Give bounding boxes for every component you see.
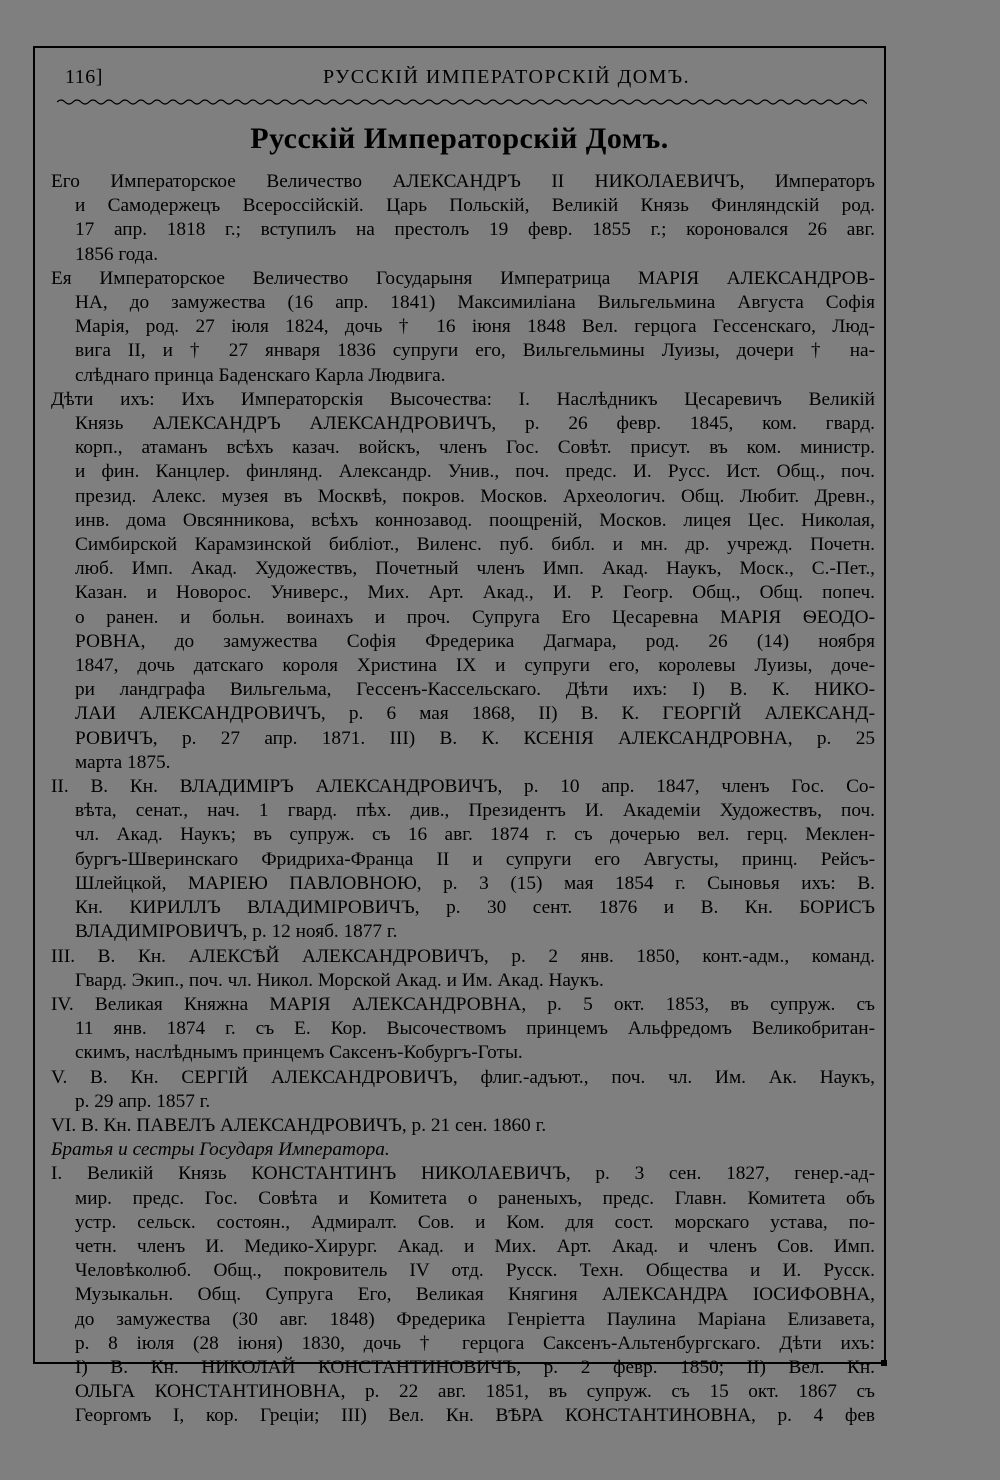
text-line: четн. членъ И. Медико-Хирург. Акад. и Мих. Арт. Акад. и членъ Сов. Имп. [75,1235,875,1257]
page-frame [33,46,886,1427]
text-line: устр. сельск. состоян., Адмиралт. Сов. и Ком. для сост. морскаго устава, по- [75,1211,875,1233]
text-line: бургъ-Шверинскаго Фридриха-Франца II и супруги его Августы, принц. Рейсъ- [75,848,875,870]
text-line: р. 8 іюля (28 іюня) 1830, дочь † герцога Саксенъ-Альтенбургскаго. Дѣти ихъ: [75,1332,875,1354]
text-line: III. В. Кн. АЛЕКСѢЙ АЛЕКСАНДРОВИЧЪ, р. 2 янв. 1850, конт.-адм., команд. [51,945,875,967]
text-line: I) В. Кн. НИКОЛАЙ КОНСТАНТИНОВИЧЪ, р. 2 февр. 1850; II) Вел. Кн. [75,1356,875,1378]
text-line: 17 апр. 1818 г.; вступилъ на престолъ 19 февр. 1855 г.; короновался 26 авг. [75,219,875,241]
text-line: р. 29 апр. 1857 г. [75,1090,211,1112]
text-line: ВЛАДИМІРОВИЧЪ, р. 12 нояб. 1877 г. [75,921,398,943]
text-line: ЛАИ АЛЕКСАНДРОВИЧЪ, р. 6 мая 1868, II) В. К. ГЕОРГІЙ АЛЕКСАНД- [75,703,875,725]
text-line: до замужества (30 авг. 1848) Фредерика Генріетта Паулина Маріана Елизавета, [75,1308,875,1330]
text-line: Кн. КИРИЛЛЪ ВЛАДИМІРОВИЧЪ, р. 30 сент. 1876 и В. Кн. БОРИСЪ [75,897,875,919]
text-line: вига II, и † 27 января 1836 супруги его, Вильгельмины Луизы, дочери † на- [75,340,875,362]
text-line: Князь АЛЕКСАНДРЪ АЛЕКСАНДРОВИЧЪ, р. 26 февр. 1845, ком. гвард. [75,413,875,435]
text-line: Казан. и Новорос. Универс., Мих. Арт. Акад., И. Р. Геогр. Общ., Общ. попеч. [75,582,875,604]
text-line: Гвард. Экип., поч. чл. Никол. Морской Акад. и Им. Акад. Наукъ. [75,969,604,991]
text-line: IV. Великая Княжна МАРІЯ АЛЕКСАНДРОВНА, р. 5 окт. 1853, въ супруж. съ [51,993,875,1015]
text-line: Дѣти ихъ: Ихъ Императорскія Высочества: I. Наслѣдникъ Цесаревичъ Великій [51,388,875,410]
body-text [51,170,875,1429]
text-line: вѣта, сенат., нач. 1 гвард. пѣх. див., Президентъ И. Академіи Художествъ, поч. [75,800,875,822]
text-line: о ранен. и больн. воинахъ и проч. Супруга Его Цесаревна МАРІЯ ѲЕОДО- [75,606,875,628]
text-line: Георгомъ I, кор. Греціи; III) Вел. Кн. ВѢРА КОНСТАНТИНОВНА, р. 4 фев [75,1405,875,1427]
text-line: презид. Алекс. музея въ Москвѣ, покров. Москов. Археологич. Общ. Любит. Древн., [75,485,875,507]
text-line: РОВИЧЪ, р. 27 апр. 1871. III) В. К. КСЕНІЯ АЛЕКСАНДРОВНА, р. 25 [75,727,875,749]
text-line: 11 янв. 1874 г. съ Е. Кор. Высочествомъ принцемъ Альфредомъ Великобритан- [75,1018,875,1040]
text-line: II. В. Кн. ВЛАДИМІРЪ АЛЕКСАНДРОВИЧЪ, р. 10 апр. 1847, членъ Гос. Со- [51,776,875,798]
text-line: мир. предс. Гос. Совѣта и Комитета о раненыхъ, предс. Главн. Комитета объ [75,1187,875,1209]
text-line: ОЛЬГА КОНСТАНТИНОВНА, р. 22 авг. 1851, въ супруж. съ 15 окт. 1867 съ [75,1381,875,1403]
text-line: Братья и сестры Государя Императора. [51,1139,390,1161]
text-line: слѣднаго принца Баденскаго Карла Людвига. [75,364,446,386]
text-line: Музыкальн. Общ. Супруга Его, Великая Княгиня АЛЕКСАНДРА ІОСИФОВНА, [75,1284,875,1306]
running-title: РУССКІЙ ИМПЕРАТОРСКІЙ ДОМЪ. [323,66,691,88]
text-line: 1856 года. [75,243,159,265]
text-line: корп., атаманъ всѣхъ казач. войскъ, членъ Гос. Совѣт. присут. въ ком. министр. [75,437,875,459]
text-line: V. В. Кн. СЕРГІЙ АЛЕКСАНДРОВИЧЪ, флиг.-адъют., поч. чл. Им. Ак. Наукъ, [51,1066,875,1088]
text-line: люб. Имп. Акад. Художествъ, Почетный членъ Имп. Акад. Наукъ, Моск., С.-Пет., [75,558,875,580]
text-line: Человѣколюб. Общ., покровитель IV отд. Русск. Техн. Общества и И. Русск. [75,1260,875,1282]
text-line: 1847, дочь датскаго короля Христина IX и супруги его, королевы Луизы, доче- [75,655,875,677]
text-line: марта 1875. [75,751,171,773]
text-line: скимъ, наслѣднымъ принцемъ Саксенъ-Кобургъ-Готы. [75,1042,523,1064]
text-line: ри ландграфа Вильгельма, Гессенъ-Кассельскаго. Дѣти ихъ: I) В. К. НИКО- [75,679,875,701]
text-line: РОВНА, до замужества Софія Фредерика Дагмара, род. 26 (14) ноября [75,630,875,652]
text-line: VI. В. Кн. ПАВЕЛЪ АЛЕКСАНДРОВИЧЪ, р. 21 сен. 1860 г. [51,1114,547,1136]
wavy-rule [57,98,867,106]
text-line: чл. Акад. Наукъ; въ супруж. съ 16 авг. 1874 г. съ дочерью вел. герц. Меклен- [75,824,875,846]
text-line: Шлейцкой, МАРІЕЮ ПАВЛОВНОЮ, р. 3 (15) мая 1854 г. Сыновья ихъ: В. [75,872,875,894]
text-line: Его Императорское Величество АЛЕКСАНДРЪ II НИКОЛАЕВИЧЪ, Императоръ [51,171,875,192]
text-line: НА, до замужества (16 апр. 1841) Максимиліана Вильгельмина Августа Софія [75,292,875,314]
text-line: Ея Императорское Величество Государыня Императрица МАРІЯ АЛЕКСАНДРОВ- [51,267,875,289]
page-number: 116] [65,66,103,88]
page-title: Русскій Императорскій Домъ. [250,122,669,155]
text-line: и фин. Канцлер. финлянд. Александр. Унив., поч. предс. И. Русс. Ист. Общ., поч. [75,461,875,483]
text-line: Симбирской Карамзинской библіот., Виленс. пуб. библ. и мн. др. учрежд. Почетн. [75,534,875,556]
corner-mark [881,1360,887,1366]
text-line: Марія, род. 27 іюля 1824, дочь † 16 іюня 1848 Вел. герцога Гессенскаго, Люд- [75,316,875,338]
text-line: и Самодержецъ Всероссійскій. Царь Польскій, Великій Князь Финляндскій род. [75,195,875,217]
text-line: I. Великій Князь КОНСТАНТИНЪ НИКОЛАЕВИЧЪ, р. 3 сен. 1827, генер.-ад- [51,1163,875,1185]
text-line: инв. дома Овсянникова, всѣхъ коннозавод. поощреній, Москов. лицея Цес. Николая, [75,509,875,531]
